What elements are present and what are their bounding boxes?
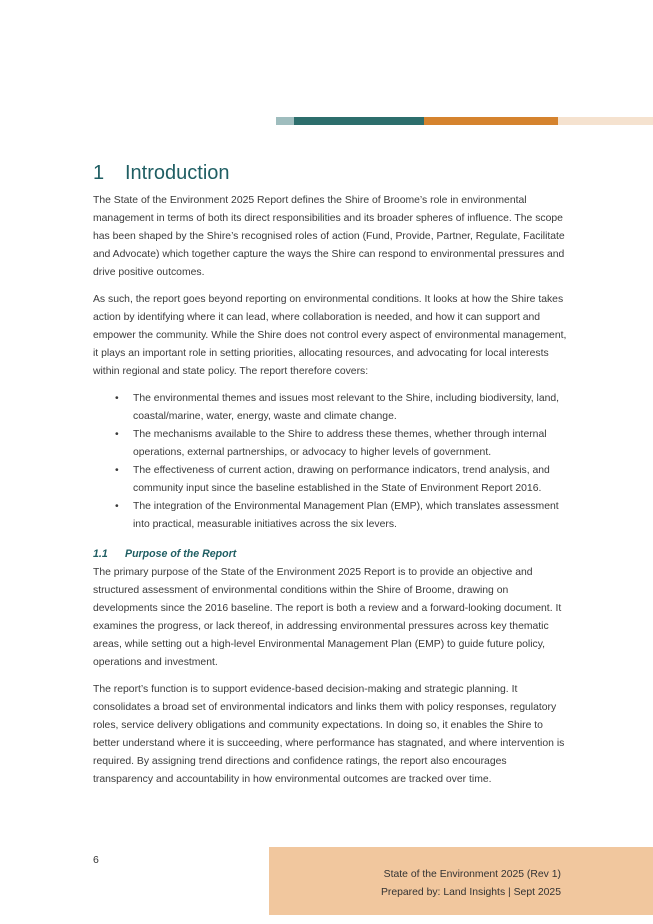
intro-paragraph-1: The State of the Environment 2025 Report defines the Shire of Broome’s role in environmental management in terms of both its direct responsibilities and its broader spheres of influence. The scope has been shaped by the Shire’s recognised roles of action (Fund, Provide, Partner, Regulate, Facilitate and Advocate) which together capture the ways the Shire can respond to environmental pressures and drive positive outcomes. xyxy=(93,195,565,278)
list-item xyxy=(93,426,568,462)
band-segment-teal xyxy=(294,117,424,125)
list-item xyxy=(93,498,568,534)
section-heading xyxy=(93,160,568,186)
band-segment-peach xyxy=(558,117,653,125)
band-segment-orange xyxy=(424,117,558,125)
list-item-text: The environmental themes and issues most relevant to the Shire, including biodiversity, land, coastal/marine, water, energy, waste and climate change. xyxy=(133,393,560,422)
footer-document-title: State of the Environment 2025 (Rev 1) xyxy=(383,869,561,880)
bullet-icon: • xyxy=(115,465,119,476)
bullet-icon: • xyxy=(115,393,119,404)
purpose-paragraph-1: The primary purpose of the State of the Environment 2025 Report is to provide an objective and structured assessment of environmental conditions within the Shire of Broome, drawing on developments since the 2016 baseline. The report is both a review and a forward-looking document. It examines the progress, or lack thereof, in addressing environmental pressures across key thematic areas, while setting out a high-level Environmental Management Plan (EMP) to guide future policy, operations and investment. xyxy=(93,567,562,668)
coverage-list xyxy=(93,390,568,534)
bullet-icon: • xyxy=(115,429,119,440)
footer-prepared-by: Prepared by: Land Insights | Sept 2025 xyxy=(380,887,561,898)
section-number: 1 xyxy=(93,162,105,184)
subsection-number: 1.1 xyxy=(93,548,108,560)
page-content xyxy=(93,160,568,798)
list-item-text: The integration of the Environmental Management Plan (EMP), which translates assessment into practical, measurable initiatives across the six levers. xyxy=(133,501,559,530)
list-item-text: The mechanisms available to the Shire to address these themes, whether through internal operations, external partnerships, or advocacy to higher levels of government. xyxy=(133,429,547,458)
page-number: 6 xyxy=(93,854,99,866)
purpose-paragraph-2: The report’s function is to support evidence-based decision-making and strategic planning. It consolidates a broad set of environmental indicators and links them with policy responses, regulatory roles, service delivery obligations and community expectations. In doing so, it enables the Shire to better understand where it is succeeding, where performance has stagnated, and where intervention is required. By assigning trend directions and confidence ratings, the report also encourages transparency and accountability in how environmental outcomes are tracked over time. xyxy=(93,684,565,785)
subsection-title: Purpose of the Report xyxy=(125,548,237,560)
intro-paragraph-2: As such, the report goes beyond reporting on environmental conditions. It looks at how the Shire takes action by identifying where it can lead, where collaboration is needed, and how it can support and empower the community. While the Shire does not control every aspect of environmental management, it plays an important role in setting priorities, allocating resources, and advocating for local interests within regional and state policy. The report therefore covers: xyxy=(93,294,567,377)
band-segment-light-teal xyxy=(276,117,294,125)
list-item xyxy=(93,462,568,498)
subsection-heading xyxy=(93,546,568,562)
footer-box xyxy=(269,847,653,915)
bullet-icon: • xyxy=(115,501,119,512)
section-title: Introduction xyxy=(125,162,230,184)
list-item xyxy=(93,390,568,426)
list-item-text: The effectiveness of current action, drawing on performance indicators, trend analysis, and community input since the baseline established in the State of Environment Report 2016. xyxy=(133,465,550,494)
